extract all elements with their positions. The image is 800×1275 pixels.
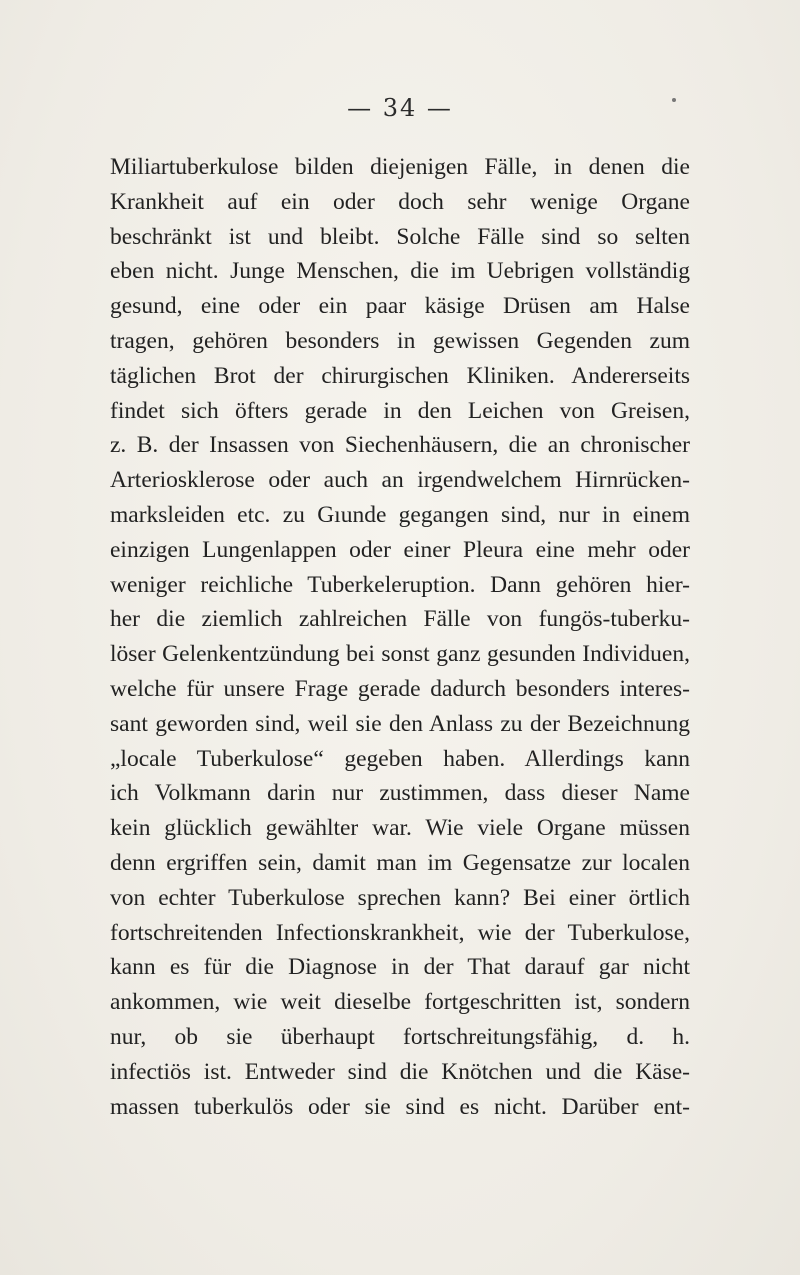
text-line: nur, ob sie überhaupt fortschreitungsfähig, d. h. [110,1023,690,1050]
text-line: z. B. der Insassen von Siechenhäusern, die an chronischer [110,432,690,459]
text-line: weniger reichliche Tuberkeleruption. Dann gehören hier- [110,571,690,598]
text-line: ich Volkmann darin nur zustimmen, dass dieser Name [110,780,690,807]
text-line: welche für unsere Frage gerade dadurch besonders interes- [110,675,690,702]
text-line: „locale Tuberkulose“ gegeben haben. Allerdings kann [110,745,690,772]
text-line: marksleiden etc. zu Gıunde gegangen sind, nur in einem [110,501,690,528]
text-line: findet sich öfters gerade in den Leichen von Greisen, [110,397,690,424]
text-line: löser Gelenkentzündung bei sonst ganz gesunden Individuen, [110,641,690,668]
text-line: von echter Tuberkulose sprechen kann? Bei einer örtlich [110,884,690,911]
text-line: tragen, gehören besonders in gewissen Gegenden zum [110,327,690,354]
text-line: eben nicht. Junge Menschen, die im Uebrigen vollständig [110,258,690,285]
text-line: fortschreitenden Infectionskrankheit, wie der Tuberkulose, [110,919,690,946]
text-line: sant geworden sind, weil sie den Anlass zu der Bezeichnung [110,710,690,737]
text-line: infectiös ist. Entweder sind die Knötchen und die Käse- [110,1058,690,1085]
text-line: einzigen Lungenlappen oder einer Pleura eine mehr oder [110,536,690,563]
page-number: — 34 — [347,94,453,122]
text-line: kein glücklich gewählter war. Wie viele Organe müssen [110,815,690,842]
text-line: massen tuberkulös oder sie sind es nicht. Darüber ent- [110,1093,690,1120]
text-line: kann es für die Diagnose in der That darauf gar nicht [110,954,690,981]
body-text [110,150,690,1124]
text-line: Krankheit auf ein oder doch sehr wenige Organe [110,188,690,215]
text-line: ankommen, wie weit dieselbe fortgeschritten ist, sondern [110,989,690,1016]
text-line: gesund, eine oder ein paar käsige Drüsen am Halse [110,293,690,320]
text-line: Arteriosklerose oder auch an irgendwelchem Hirnrücken- [110,467,690,494]
text-line: her die ziemlich zahlreichen Fälle von fungös-tuberku- [110,606,690,633]
text-line: täglichen Brot der chirurgischen Kliniken. Andererseits [110,362,690,389]
text-line: Miliartuberkulose bilden diejenigen Fälle, in denen die [110,154,690,180]
text-line: denn ergriffen sein, damit man im Gegensatze zur localen [110,849,690,876]
text-line: beschränkt ist und bleibt. Solche Fälle sind so selten [110,223,690,250]
